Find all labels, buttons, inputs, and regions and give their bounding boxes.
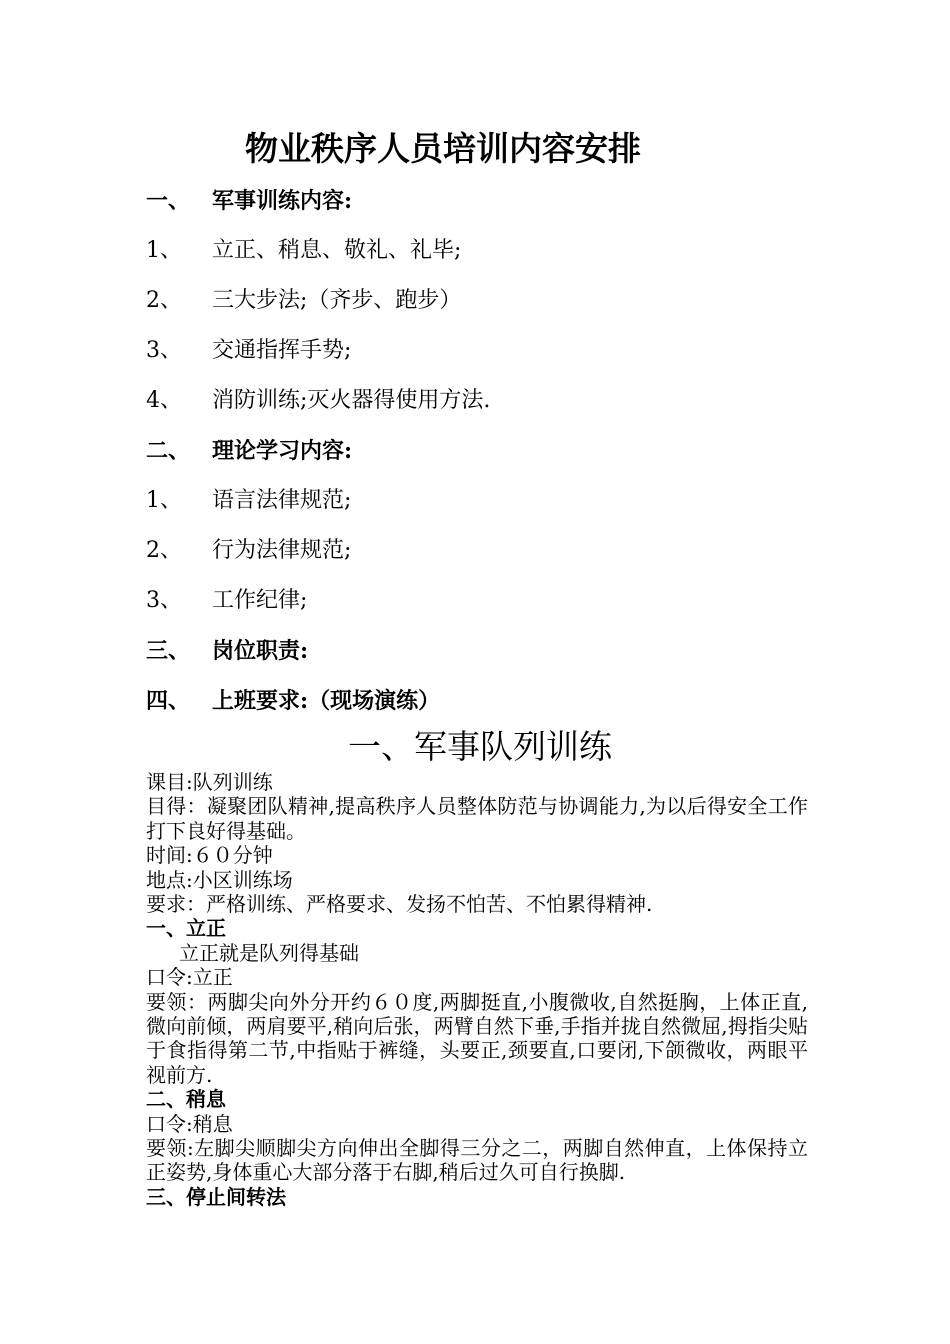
- time-line: 时间:６０分钟: [146, 843, 273, 868]
- attention-command: 口令:立正: [146, 965, 233, 990]
- outline-item-text: 上班要求:（现场演练）: [212, 688, 441, 714]
- requirement-line: 要求：严格训练、严格要求、发扬不怕苦、不怕累得精神.: [146, 891, 653, 916]
- outline-item-number: 1、: [146, 238, 182, 263]
- outline-item-text: 理论学习内容:: [212, 438, 353, 464]
- section-title: 一、军事队列训练: [348, 727, 612, 766]
- attention-intro: 立正就是队列得基础: [179, 940, 359, 965]
- heading-turning: 三、停止间转法: [146, 1184, 286, 1209]
- outline-item-text: 消防训练;灭火器得使用方法.: [212, 388, 491, 413]
- heading-at-ease: 二、稍息: [146, 1087, 226, 1112]
- attention-essentials: 要领：两脚尖向外分开约６０度,两脚挺直,小腹微收,自然挺胸，上体正直,微向前倾，两肩要平,稍向后张，两臂自然下垂,手指并拢自然微屈,拇指尖贴于食指得第二节,中指贴于裤缝，头要正,颈要直,口要闭,下颌微收，两眼平视前方.: [146, 989, 808, 1087]
- outline-item-number: 3、: [146, 588, 182, 613]
- outline-item-number: 2、: [146, 288, 182, 313]
- outline-item-number: 1、: [146, 488, 182, 513]
- place-line: 地点:小区训练场: [146, 867, 293, 892]
- outline-item-number: 三、: [146, 638, 191, 664]
- outline-item-text: 交通指挥手势;: [212, 338, 352, 363]
- outline-item-number: 3、: [146, 338, 182, 363]
- outline-item-text: 立正、稍息、敬礼、礼毕;: [212, 238, 462, 263]
- section-body: [146, 770, 808, 1209]
- outline-item-text: 岗位职责:: [212, 638, 309, 664]
- purpose-paragraph: 目得：凝聚团队精神,提高秩序人员整体防范与协调能力,为以后得安全工作打下良好得基础。: [146, 794, 808, 843]
- outline-item-text: 语言法律规范;: [212, 488, 352, 513]
- outline-item-number: 四、: [146, 688, 191, 714]
- outline-item-number: 一、: [146, 188, 191, 214]
- at-ease-command: 口令:稍息: [146, 1111, 233, 1136]
- at-ease-essentials: 要领:左脚尖顺脚尖方向伸出全脚得三分之二，两脚自然伸直，上体保持立正姿势,身体重心大部分落于右脚,稍后过久可自行换脚.: [146, 1135, 808, 1185]
- outline-item-text: 军事训练内容:: [212, 188, 353, 214]
- outline-item-number: 4、: [146, 388, 182, 413]
- heading-attention: 一、立正: [146, 916, 226, 941]
- outline-item-number: 二、: [146, 438, 191, 464]
- outline-item-text: 工作纪律;: [212, 588, 308, 613]
- course-line: 课目:队列训练: [146, 770, 273, 794]
- outline-item-number: 2、: [146, 538, 182, 563]
- outline-item-text: 三大步法;（齐步、跑步）: [212, 288, 462, 313]
- outline-item-text: 行为法律规范;: [212, 538, 352, 563]
- document-title: 物业秩序人员培训内容安排: [245, 129, 641, 168]
